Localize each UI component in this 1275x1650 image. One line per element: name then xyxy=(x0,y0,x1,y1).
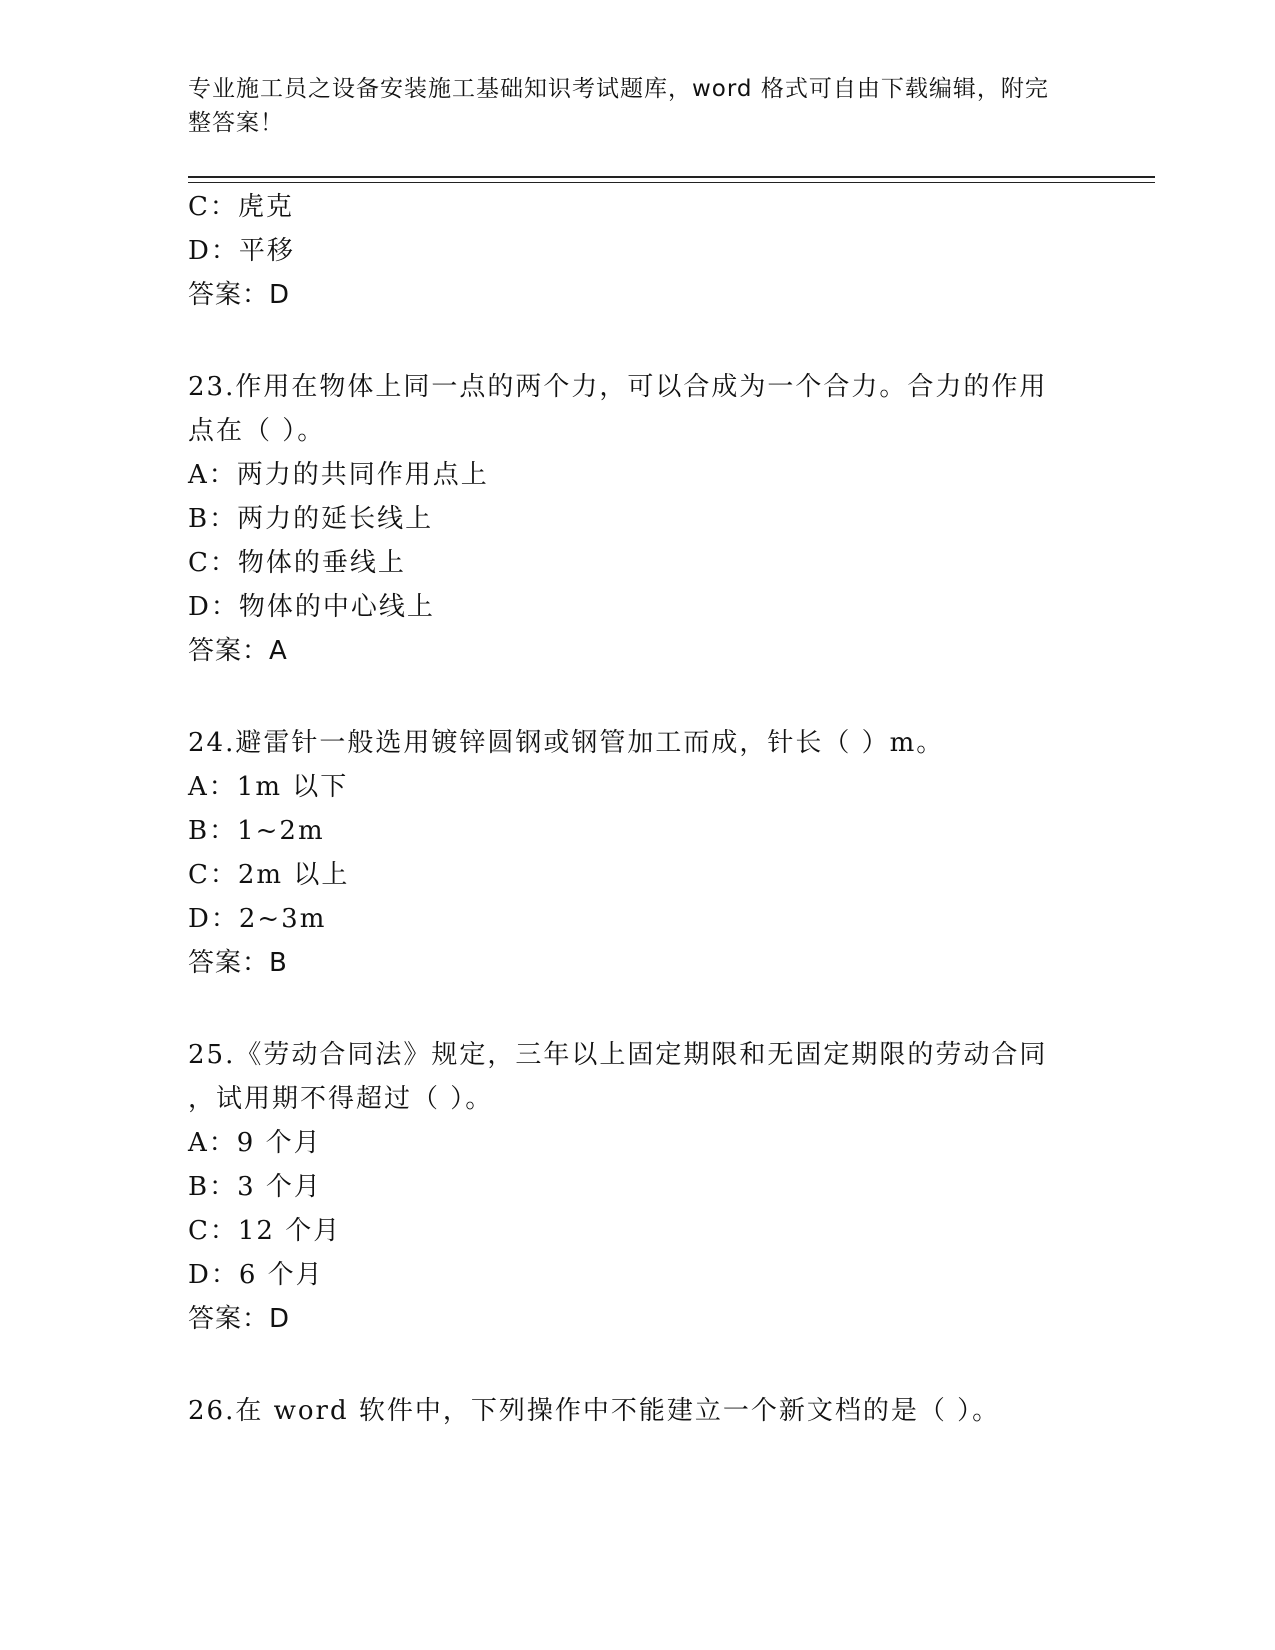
q24-option-c: C：2m 以上 xyxy=(188,860,350,890)
q24-answer: 答案：B xyxy=(188,948,288,978)
document-header xyxy=(188,72,1088,140)
q23-option-d: D：物体的中心线上 xyxy=(188,592,435,622)
q25-answer: 答案：D xyxy=(188,1304,291,1334)
q25-option-d: D：6 个月 xyxy=(188,1260,324,1290)
header-line-2: 整答案！ xyxy=(188,110,284,136)
q25-text-line-1: 25.《劳动合同法》规定，三年以上固定期限和无固定期限的劳动合同 xyxy=(188,1040,1048,1070)
q25-option-a: A：9 个月 xyxy=(188,1128,322,1158)
header-line-1: 专业施工员之设备安装施工基础知识考试题库，word 格式可自由下载编辑，附完 xyxy=(188,76,1049,102)
prev-answer: 答案：D xyxy=(188,280,291,310)
q24-option-b: B：1~2m xyxy=(188,816,325,846)
q23-option-b: B：两力的延长线上 xyxy=(188,504,434,534)
q24-option-d: D：2~3m xyxy=(188,904,327,934)
q25-option-b: B：3 个月 xyxy=(188,1172,322,1202)
q24-text-line-1: 24.避雷针一般选用镀锌圆钢或钢管加工而成，针长（ ）m。 xyxy=(188,728,945,758)
q25-option-c: C：12 个月 xyxy=(188,1216,342,1246)
header-rule-thick xyxy=(188,176,1155,178)
prev-option-d: D：平移 xyxy=(188,236,295,266)
q23-answer: 答案：A xyxy=(188,636,288,666)
header-rule-thin xyxy=(188,182,1155,183)
prev-option-c: C：虎克 xyxy=(188,192,294,222)
q26-text-line-1: 26.在 word 软件中，下列操作中不能建立一个新文档的是（ ）。 xyxy=(188,1396,1001,1426)
q23-text-line-1: 23.作用在物体上同一点的两个力，可以合成为一个合力。合力的作用 xyxy=(188,372,1048,402)
q23-option-c: C：物体的垂线上 xyxy=(188,548,406,578)
q25-text-line-2: ，试用期不得超过（ ）。 xyxy=(188,1084,494,1114)
q24-option-a: A：1m 以下 xyxy=(188,772,349,802)
q23-option-a: A：两力的共同作用点上 xyxy=(188,460,489,490)
q23-text-line-2: 点在（ ）。 xyxy=(188,416,326,446)
